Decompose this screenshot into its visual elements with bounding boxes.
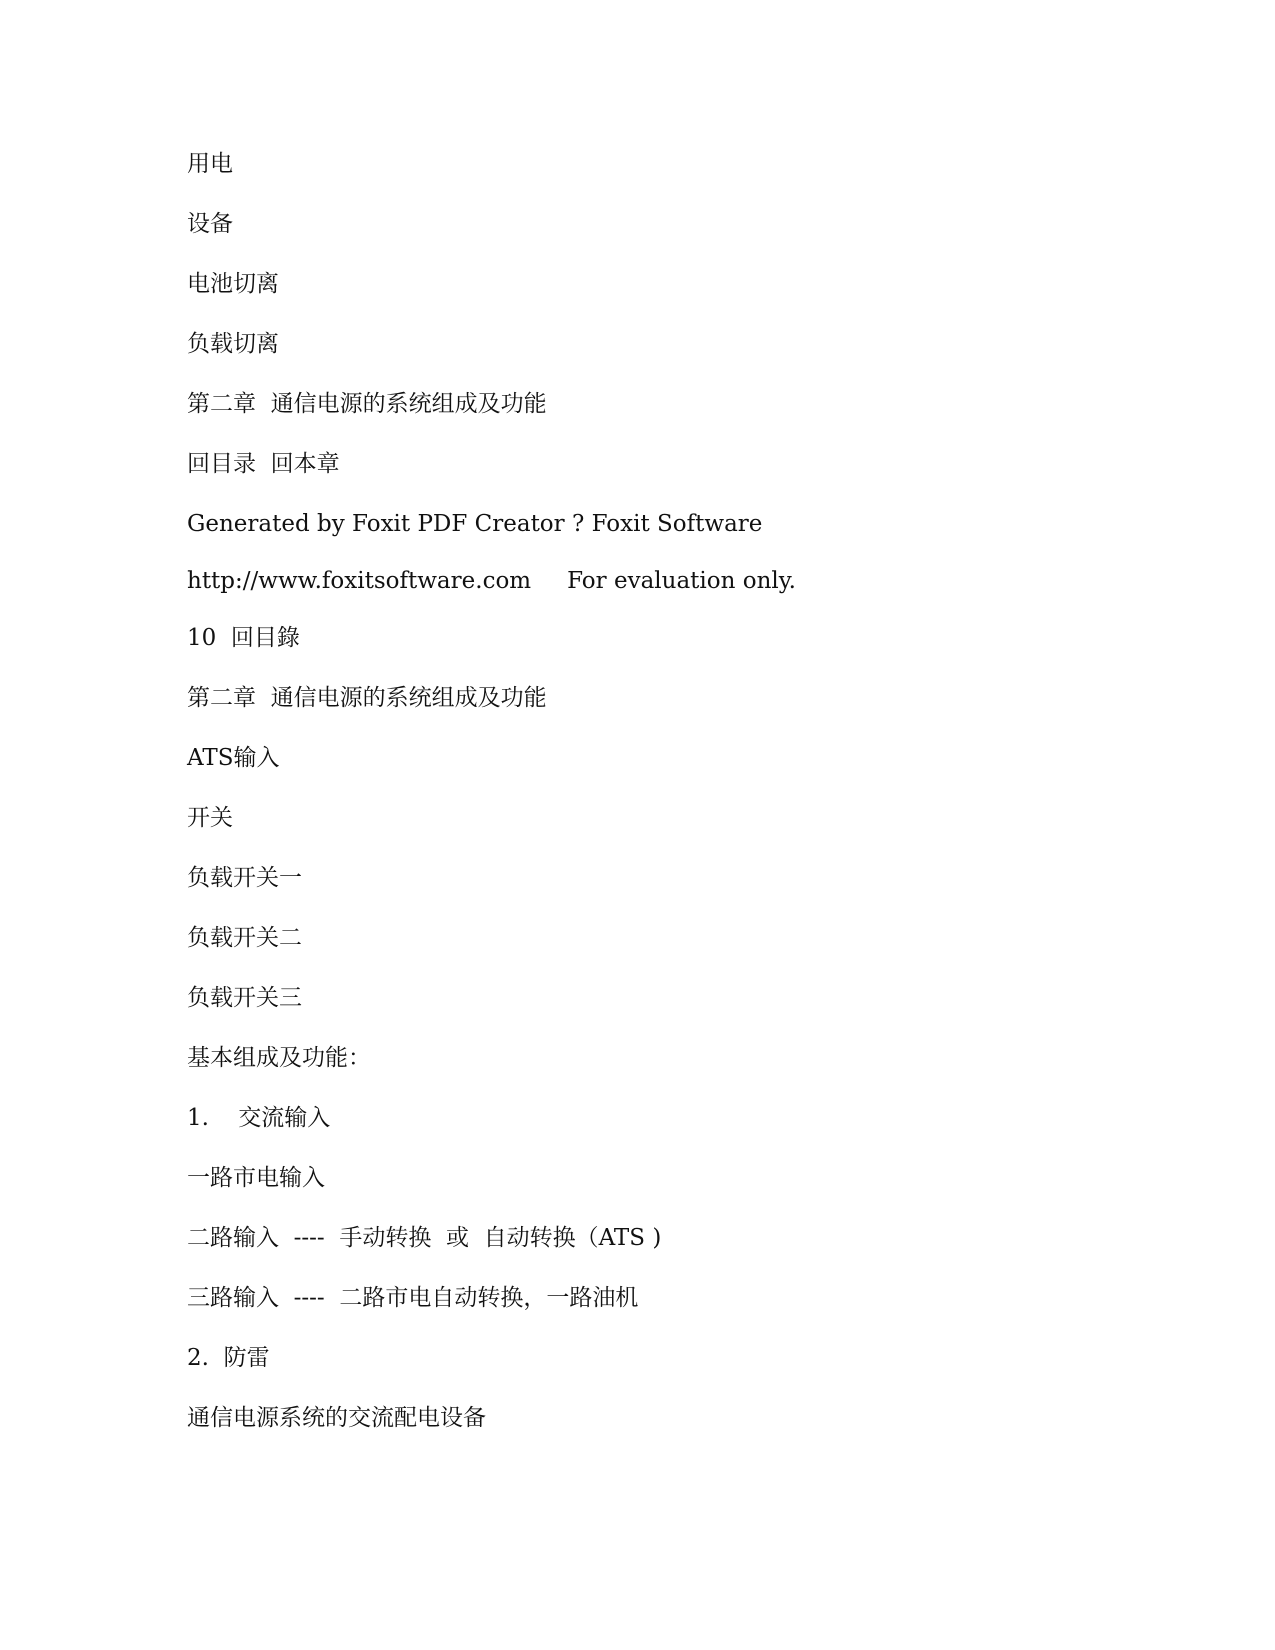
text-line: 负载开关一 [187,865,302,891]
foxit-eval-note: For evaluation only. [567,568,796,594]
text-line: 一路市电输入 [187,1165,325,1191]
text-line: 电池切离 [187,271,279,297]
text-line: 开关 [187,805,233,831]
text-line: ATS输入 [187,745,280,771]
nav-links: 回目录 回本章 [187,451,340,477]
text-line: 负载开关三 [187,985,302,1011]
page-number-line: 10 回目錄 [187,625,300,651]
text-line: 用电 [187,151,233,177]
text-line: 通信电源系统的交流配电设备 [187,1405,486,1431]
foxit-url: http://www.foxitsoftware.com [187,568,532,594]
section-heading: 基本组成及功能： [187,1045,371,1071]
foxit-url-line [187,566,796,596]
text-line: 设备 [187,211,233,237]
text-line: 三路输入 ---- 二路市电自动转换，一路油机 [187,1285,639,1311]
chapter-heading: 第二章 通信电源的系统组成及功能 [187,391,547,417]
foxit-generated-line: Generated by Foxit PDF Creator ? Foxit Software [187,511,763,537]
list-item: 2. 防雷 [187,1345,270,1371]
text-line: 二路输入 ---- 手动转换 或 自动转换（ATS ) [187,1225,662,1251]
text-line: 负载切离 [187,331,279,357]
text-line: 负载开关二 [187,925,302,951]
list-item: 1. 交流输入 [187,1105,331,1131]
chapter-heading: 第二章 通信电源的系统组成及功能 [187,685,547,711]
